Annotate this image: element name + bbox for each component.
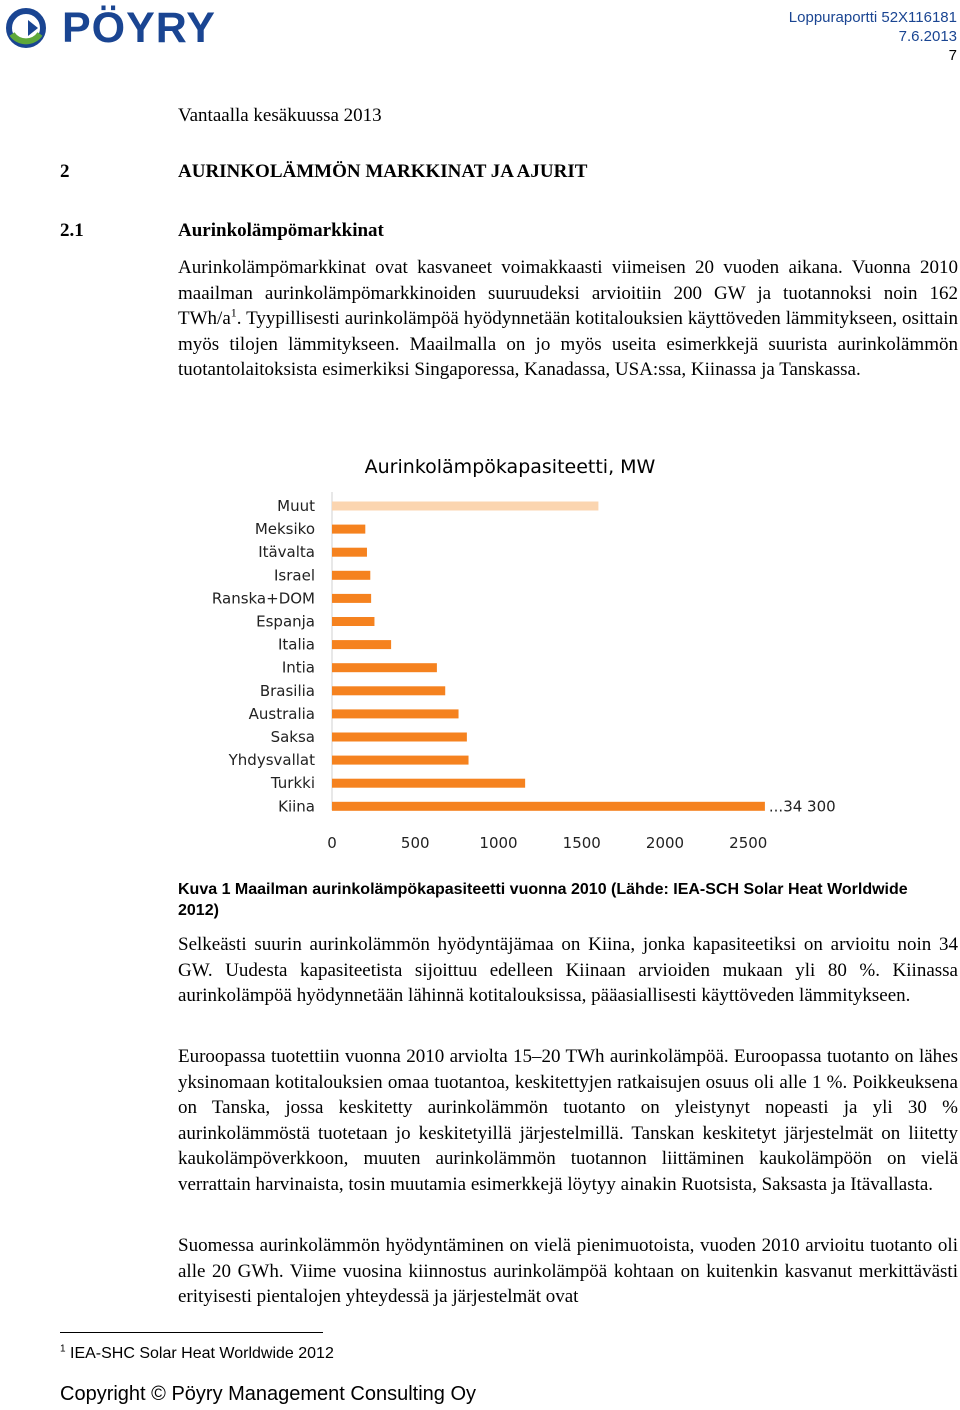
paragraph-1-part-1: Aurinkolämpömarkkinat ovat kasvaneet voimakkaasti viimeisen 20 vuoden aikana. Vuonna 2010 maailman aurinkolämpömarkkinoiden suuruudeksi arvioitiin 200 GW ja tuotannoksi noin 162 TWh/a xyxy=(178,257,958,329)
header-meta xyxy=(789,8,957,65)
footnote-divider xyxy=(60,1332,323,1333)
bar xyxy=(332,548,367,557)
bar xyxy=(332,709,459,718)
capacity-bar-chart xyxy=(0,490,960,860)
figure-caption: Kuva 1 Maailman aurinkolämpökapasiteetti vuonna 2010 (Lähde: IEA-SCH Solar Heat Worldwide 2012) xyxy=(178,881,908,919)
bar xyxy=(332,686,445,695)
subsection-title: Aurinkolämpömarkkinat xyxy=(178,220,384,241)
category-label: Kiina xyxy=(278,797,315,816)
category-label: Ranska+DOM xyxy=(211,589,315,608)
category-label: Itävalta xyxy=(258,543,315,562)
category-label: Muut xyxy=(277,497,315,515)
category-label: Saksa xyxy=(270,728,315,746)
report-id: Loppuraportti 52X116181 xyxy=(788,9,957,26)
bar xyxy=(332,525,365,534)
bar xyxy=(332,802,765,811)
chart-title: Aurinkolämpökapasiteetti, MW xyxy=(364,456,656,478)
category-label: Turkki xyxy=(270,774,315,793)
category-label: Australia xyxy=(248,704,315,723)
intro-line: Vantaalla kesäkuussa 2013 xyxy=(178,105,382,126)
bar xyxy=(332,640,391,649)
x-tick-label: 2000 xyxy=(645,834,685,852)
footnote-number: 1 xyxy=(60,1343,66,1355)
report-date: 7.6.2013 xyxy=(898,28,957,45)
footnote-text: IEA-SHC Solar Heat Worldwide 2012 xyxy=(70,1345,334,1362)
bar xyxy=(332,571,370,580)
poyry-logo-icon xyxy=(6,8,46,48)
paragraph-1-part-2: . Tyypillisesti aurinkolämpöä hyödynnetään kotitalouksien käyttöveden lämmitykseen, osittain myös tilojen lämmitykseen. Maailmalla on jo myös useita esimerkkejä suurista aurinkolämmön tuotantolaitoksista esimerkiksi Singaporessa, Kanadassa, USA:ssa, Kiinassa ja Tanskassa. xyxy=(178,308,958,380)
bar xyxy=(332,779,525,788)
bar xyxy=(332,502,598,511)
category-label: Intia xyxy=(281,658,315,677)
subsection-number: 2.1 xyxy=(60,220,84,241)
overflow-data-label: ...34 300 xyxy=(768,797,836,816)
x-tick-label: 0 xyxy=(327,834,337,852)
section-title: AURINKOLÄMMÖN MARKKINAT JA AJURIT xyxy=(178,161,588,182)
bar xyxy=(332,756,469,765)
page-number: 7 xyxy=(948,47,957,64)
footnote xyxy=(60,1345,334,1363)
section-number: 2 xyxy=(60,161,70,182)
copyright: Copyright © Pöyry Management Consulting Oy xyxy=(60,1383,477,1405)
footnote-ref[interactable]: 1 xyxy=(230,305,237,320)
x-tick-label: 500 xyxy=(400,834,430,852)
bar xyxy=(332,617,374,626)
paragraph-4: Suomessa aurinkolämmön hyödyntäminen on vielä pienimuotoista, vuoden 2010 arvioitu tuotanto oli alle 20 GWh. Viime vuosina kiinnostus aurinkolämpöä kohtaan on kuitenkin kasvanut merkittävästi erityisesti pientalojen yhteydessä ja järjestelmät ovat xyxy=(178,1235,958,1307)
bar xyxy=(332,663,437,672)
bar xyxy=(332,594,371,603)
paragraph-2: Selkeästi suurin aurinkolämmön hyödyntäjämaa on Kiina, jonka kapasiteetiksi on arvioitu noin 34 GW. Uudesta kapasiteetista sijoittuu edelleen Kiinaan arvioiden mukaan yli 80 %. Kiinassa aurinkolämpöä hyödynnetään lähinnä kotitalouksissa, pääasiallisesti käyttöveden lämmitykseen. xyxy=(178,934,958,1006)
x-tick-label: 2500 xyxy=(729,834,768,852)
bar xyxy=(332,733,467,742)
category-label: Meksiko xyxy=(254,520,315,539)
x-tick-label: 1500 xyxy=(562,834,601,852)
category-label: Yhdysvallat xyxy=(228,751,315,770)
category-label: Espanja xyxy=(256,612,315,631)
category-label: Brasilia xyxy=(259,681,315,700)
paragraph-3: Euroopassa tuotettiin vuonna 2010 arviolta 15–20 TWh aurinkolämpöä. Euroopassa tuotanto on lähes yksinomaan kotitalouksien omaa tuotantoa, keskitettyjen ratkaisujen osuus oli alle 1 %. Poikkeuksena on Tanska, jossa keskitetty aurinkolämmön tuotanto on yleistynyt nopeasti ja yli 30 % aurinkolämmöstä tuotetaan jo keskitetyillä järjestelmillä. Tanskan keskitetyt järjestelmät on liitetty kaukolämpöverkkoon, muuten aurinkolämmön tuotannon liittäminen kaukolämpöön on vielä verrattain harvinaista, tosin muutamia esimerkkejä löytyy ainakin Ruotsista, Saksasta ja Itävallasta. xyxy=(178,1046,958,1195)
brand-logo-text: PÖYRY xyxy=(62,4,216,52)
paragraph-1 xyxy=(178,255,958,383)
category-label: Italia xyxy=(277,635,315,654)
category-label: Israel xyxy=(274,566,315,585)
x-tick-label: 1000 xyxy=(479,834,518,852)
